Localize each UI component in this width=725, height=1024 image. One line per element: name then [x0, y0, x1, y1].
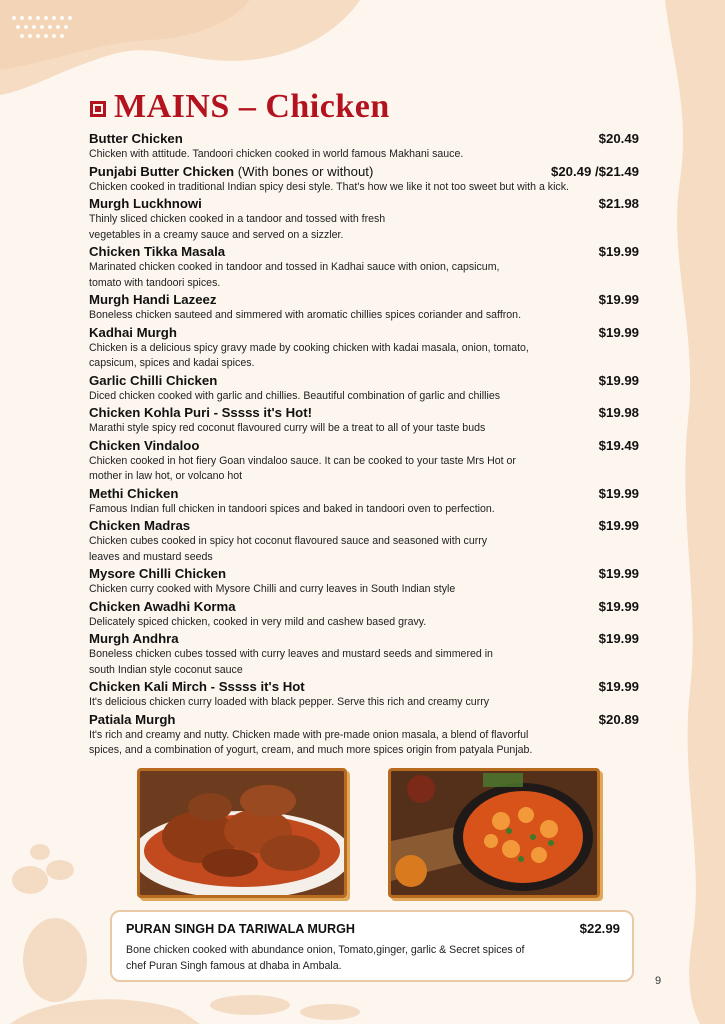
dish-price: $19.49 — [598, 437, 639, 453]
menu-item — [89, 517, 639, 565]
menu-item — [89, 243, 639, 291]
dish-name — [89, 324, 177, 341]
dish-name-text: Garlic Chilli Chicken — [89, 372, 218, 388]
dish-description — [89, 695, 639, 711]
dish-price: $19.98 — [598, 405, 639, 420]
dish-name-text: Chicken Kali Mirch - Sssss it's Hot — [89, 679, 305, 694]
dish-description-line: spices, and a combination of yogurt, cream, and much more spices origin from patyala Punjab. — [89, 744, 533, 756]
dish-description — [89, 180, 639, 196]
dish-description-line: Diced chicken cooked with garlic and chillies. Beautiful combination of garlic and chillies — [89, 389, 501, 402]
dish-name — [89, 163, 373, 180]
menu-item — [89, 195, 639, 243]
square-target-icon — [90, 101, 106, 117]
menu-item — [89, 678, 639, 711]
dish-name-text: Chicken Madras — [89, 518, 191, 533]
dish-name-text: Methi Chicken — [89, 485, 179, 501]
menu-item — [89, 711, 639, 759]
dish-description-line: Marathi style spicy red coconut flavoured curry will be a treat to all of your taste buds — [89, 422, 486, 434]
dish-description — [89, 421, 639, 437]
dish-price: $19.99 — [598, 679, 639, 694]
dish-name-text: Murgh Luckhnowi — [89, 196, 202, 211]
dish-price: $19.99 — [598, 518, 639, 533]
menu-item — [89, 324, 639, 372]
dish-description-line: Boneless chicken sauteed and simmered with aromatic chillies spices coriander and saffron. — [89, 309, 522, 321]
page-number: 9 — [655, 975, 662, 987]
menu-item — [89, 130, 639, 163]
dish-description-line: tomato with tandoori spices. — [89, 276, 221, 289]
menu-item — [89, 404, 639, 437]
dish-name — [89, 630, 179, 647]
special-dish-card — [110, 910, 634, 982]
section-title-text: MAINS – Chicken — [114, 88, 390, 125]
dish-description-line: Chicken cooked in hot fiery Goan vindaloo sauce. It can be cooked to your taste Mrs Hot or — [89, 454, 516, 467]
menu-item — [89, 598, 639, 631]
dish-name-text: Chicken Awadhi Korma — [89, 598, 236, 614]
dish-name — [89, 243, 225, 260]
dish-description-line: Chicken is a delicious spicy gravy made by cooking chicken with kadai masala, onion, tomato, — [89, 341, 529, 354]
dish-price: $21.98 — [598, 196, 639, 211]
menu-item — [89, 163, 639, 196]
dish-name — [89, 517, 190, 534]
dish-price: $19.99 — [598, 372, 639, 388]
menu-item — [89, 437, 639, 485]
dish-name — [89, 372, 217, 389]
dish-price: $19.99 — [598, 292, 639, 307]
dish-price: $19.99 — [598, 485, 639, 501]
dish-price: $19.99 — [598, 631, 639, 646]
menu-item — [89, 630, 639, 678]
dish-description-line: It's delicious chicken curry loaded with black pepper. Serve this rich and creamy curry — [89, 696, 490, 708]
dish-name — [89, 711, 175, 728]
dish-name — [89, 437, 199, 454]
menu-item — [89, 372, 639, 405]
dish-description-line: Famous Indian full chicken in tandoori spices and baked in tandoori oven to perfection. — [89, 502, 495, 515]
dish-description — [89, 615, 639, 631]
dish-price: $20.49 — [598, 131, 639, 146]
dish-description-line: Chicken cooked in traditional Indian spicy desi style. That's how we like it not too sweet but with a kick. — [89, 180, 569, 193]
photo-chicken-curry — [137, 768, 347, 898]
dish-description-line: Chicken curry cooked with Mysore Chilli and curry leaves in South Indian style — [89, 583, 456, 595]
dish-description — [89, 582, 639, 598]
dish-name-text: Murgh Andhra — [89, 631, 179, 646]
dish-description-line: south Indian style coconut sauce — [89, 663, 243, 676]
dish-description-line: Marinated chicken cooked in tandoor and tossed in Kadhai sauce with onion, capsicum, — [89, 261, 500, 273]
dish-description-line: It's rich and creamy and nutty. Chicken made with pre-made onion masala, a blend of flavorful — [89, 728, 529, 741]
dish-name-text: Chicken Kohla Puri - Sssss it's Hot! — [89, 405, 312, 420]
menu-items-list — [89, 130, 639, 759]
dish-description-line: Thinly sliced chicken cooked in a tandoor and tossed with fresh — [89, 213, 386, 225]
dish-name — [89, 678, 305, 695]
dish-description — [89, 502, 639, 518]
dish-description-line: Chicken cubes cooked in spicy hot coconut flavoured sauce and seasoned with curry — [89, 535, 488, 547]
dish-name-text: Chicken Vindaloo — [89, 437, 200, 453]
special-dish-name: PURAN SINGH DA TARIWALA MURGH — [126, 922, 356, 936]
dish-name — [89, 130, 183, 147]
menu-item — [89, 485, 639, 518]
dish-name — [89, 485, 178, 502]
dish-price: $19.99 — [598, 244, 639, 259]
dish-description — [89, 728, 639, 759]
dish-name-text: Punjabi Butter Chicken — [89, 163, 235, 179]
dish-name — [89, 195, 202, 212]
dish-description — [89, 454, 639, 485]
dish-description — [89, 260, 639, 291]
dish-name — [89, 598, 236, 615]
dish-description-line: mother in law hot, or volcano hot — [89, 470, 243, 482]
dish-description-line: vegetables in a creamy sauce and served on a sizzler. — [89, 228, 344, 241]
dish-description — [89, 341, 639, 372]
menu-item — [89, 565, 639, 598]
dish-description-line: Chicken with attitude. Tandoori chicken cooked in world famous Makhani sauce. — [89, 148, 464, 160]
dish-price: $19.99 — [598, 598, 639, 614]
dish-name — [89, 404, 312, 421]
dish-name-text: Kadhai Murgh — [89, 324, 177, 340]
photo-butter-chicken — [388, 768, 600, 898]
special-desc-line: Bone chicken cooked with abundance onion, Tomato,ginger, garlic & Secret spices of — [126, 944, 525, 956]
dish-name-text: Butter Chicken — [89, 131, 183, 146]
special-dish-description — [126, 942, 620, 974]
special-desc-line: chef Puran Singh famous at dhaba in Ambala. — [126, 960, 342, 972]
dish-description — [89, 308, 639, 324]
dish-name-text: Chicken Tikka Masala — [89, 244, 226, 259]
dish-price: $20.89 — [598, 711, 639, 727]
dish-price: $20.49 /$21.49 — [551, 163, 639, 179]
dish-description — [89, 389, 639, 405]
dish-description-line: capsicum, spices and kadai spices. — [89, 357, 255, 369]
menu-item — [89, 291, 639, 324]
dish-price: $19.99 — [598, 566, 639, 581]
dish-description — [89, 534, 639, 565]
dish-name-note: (With bones or without) — [234, 163, 374, 179]
dish-name — [89, 291, 217, 308]
dish-description-line: leaves and mustard seeds — [89, 550, 213, 563]
dish-price: $19.99 — [598, 324, 639, 340]
dish-description — [89, 212, 639, 243]
special-dish-price: $22.99 — [579, 921, 620, 936]
dish-name-text: Murgh Handi Lazeez — [89, 292, 217, 307]
section-title — [90, 88, 390, 126]
dish-description — [89, 147, 639, 163]
dish-description-line: Boneless chicken cubes tossed with curry leaves and mustard seeds and simmered in — [89, 648, 493, 660]
dish-name — [89, 565, 226, 582]
dish-name-text: Patiala Murgh — [89, 711, 176, 727]
dish-description — [89, 647, 639, 678]
dish-name-text: Mysore Chilli Chicken — [89, 566, 227, 581]
dish-description-line: Delicately spiced chicken, cooked in very mild and cashew based gravy. — [89, 615, 427, 628]
